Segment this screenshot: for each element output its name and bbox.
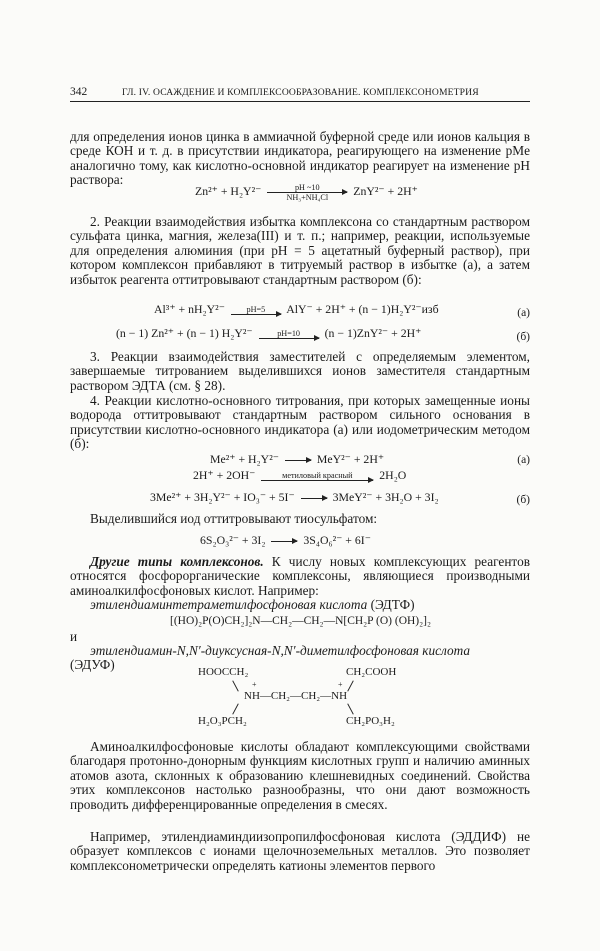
paragraph-8: Например, этилендиаминдиизопропилфосфоновая кислота (ЭДДИФ) не образует комплексов с ионами щелочноземельных металлов. Это позволяет комплексонометрически определять катионы элементов первого — [70, 829, 530, 873]
eq5-left: 6S₂O₃²⁻ + 3I₂ — [200, 533, 266, 547]
eq4c-right: 3MeY²⁻ + 3H₂O + 3I₂ — [332, 490, 439, 504]
page-number: 342 — [70, 86, 88, 98]
arrow — [271, 541, 297, 542]
eq4c-label: (б) — [516, 494, 530, 506]
struct-bottom-right: CH₂PO₃H₂ — [346, 715, 395, 727]
edtf-formula: [(HO)₂P(O)CH₂]₂N—CH₂—CH₂—N[CH₂P (O) (OH)₂]₂ — [170, 615, 431, 627]
conjunction: и — [70, 629, 78, 644]
eq5-right: 3S₄O₆²⁻ + 6I⁻ — [303, 533, 371, 547]
eq1-right: ZnY²⁻ + 2H⁺ — [353, 184, 418, 199]
arrow — [261, 471, 373, 481]
equation-zinc — [195, 183, 418, 202]
paragraph-7: Аминоалкилфосфоновые кислоты обладают комплексующими свойствами благодаря протонно-донорным функциям кислотных групп и наличию аминных атомов азота, склонных к образованию клешневидных соединений. Свойства этих комплексонов настолько разнообразны, что они дают возможность проводить дифференцированные определения в смесях. — [70, 739, 530, 812]
equation-5 — [200, 533, 371, 547]
arrow — [267, 183, 347, 202]
eq4b-right: 2H₂O — [379, 468, 407, 482]
eq2b-left: (n − 1) Zn²⁺ + (n − 1) H₂Y²⁻ — [116, 326, 253, 340]
eq4b-left: 2H⁺ + 2OH⁻ — [193, 468, 256, 482]
arrow — [259, 329, 319, 339]
struct-top-left: HOOCCH₂ — [198, 666, 249, 678]
section-lead: Другие типы комплексонов. — [90, 554, 264, 569]
arrow — [285, 460, 311, 461]
equation-2b — [116, 326, 421, 340]
plus-1: + — [252, 680, 257, 689]
eq2a-label: (а) — [517, 307, 530, 319]
paragraph-4: 4. Реакции кислотно-основного титрования, при которых замещенные ионы водорода оттитровывают стандартным раствором сильного основания в присутствии кислотно-основного индикатора (а) или иодометрическим методом (б): — [70, 393, 530, 452]
struct-bottom-left: H₂O₃PCH₂ — [198, 715, 247, 727]
eq4a-label: (а) — [517, 454, 530, 466]
arrow — [301, 498, 327, 499]
equation-4a — [210, 452, 384, 466]
equation-4b — [193, 468, 406, 482]
paragraph-intro: для определения ионов цинка в аммиачной буферной среде или ионов кальция в среде КОН и т. д. в присутствии индикатора, реагирующего на изменение pMe аналогично тому, как кислотно-основной индикатор реагирует на изменение pH раствора: — [70, 129, 530, 188]
eq4a-right: MeY²⁻ + 2H⁺ — [316, 452, 385, 466]
eq2a-right: AlY⁻ + 2H⁺ + (n − 1)H₂Y²⁻изб — [286, 302, 439, 316]
bond-bottom-right — [347, 703, 354, 714]
paragraph-6-text: К числу новых комплексующих реагентов относятся фосфорорганические комплексоны, являющиеся производными аминоалкилфосфоновых кислот. Например: — [70, 554, 530, 598]
struct-top-right: CH₂COOH — [346, 666, 397, 678]
eq2a-above: pH=5 — [246, 305, 266, 315]
eq2a-left: Al³⁺ + nH₂Y²⁻ — [154, 302, 225, 316]
edtf-name: этилендиаминтетраметилфосфоновая кислота — [90, 597, 368, 612]
equation-4c — [150, 490, 439, 504]
eq2b-label: (б) — [516, 331, 530, 343]
arrow — [231, 305, 281, 315]
paragraph-2: 2. Реакции взаимодействия избытка комплексона со стандартным раствором сульфата цинка, магния, железа(III) и т. п.; например, реакции, используемые для определения алюминия (при pH = 5 ацетатный буферный раствор), при котором комплексон прибавляют в титруемый раствор в избытке (а), а затем избыток реагента оттитровывают стандартным раствором (б): — [70, 214, 530, 287]
struct-chain: NH—CH₂—CH₂—NH — [244, 690, 348, 702]
eq4b-above: метиловый красный — [282, 471, 353, 481]
eq2b-right: (n − 1)ZnY²⁻ + 2H⁺ — [324, 326, 422, 340]
eq1-left: Zn²⁺ + H₂Y²⁻ — [195, 184, 262, 199]
paragraph-5: Выделившийся иод оттитровывают тиосульфатом: — [90, 511, 378, 526]
edtf-line — [90, 598, 530, 612]
paragraph-3: 3. Реакции взаимодействия заместителей с определяемым элементом, завершаемые титрованием выделившихся ионов заместителя стандартным раствором ЭДТА (см. § 28). — [70, 349, 530, 393]
running-head — [70, 85, 530, 102]
eduf-name — [90, 644, 530, 658]
plus-2: + — [338, 680, 343, 689]
eq1-above: pH ~10 — [294, 183, 320, 192]
eq4a-left: Me²⁺ + H₂Y²⁻ — [210, 452, 279, 466]
bond-bottom-left — [232, 703, 239, 714]
equation-2a — [154, 302, 439, 316]
paragraph-6 — [70, 555, 530, 598]
edtf-abbr: (ЭДТФ) — [370, 597, 415, 612]
eduf-name-text: этилендиамин-N,N′-диуксусная-N,N′-диметилфосфоновая кислота — [90, 643, 471, 658]
eduf-abbr: (ЭДУФ) — [70, 657, 115, 672]
eq4c-left: 3Me²⁺ + 3H₂Y²⁻ + IO₃⁻ + 5I⁻ — [150, 490, 295, 504]
eq1-below: NH₃+NH₄Cl — [286, 193, 329, 202]
chapter-title: ГЛ. IV. ОСАЖДЕНИЕ И КОМПЛЕКСООБРАЗОВАНИЕ. КОМПЛЕКСОНОМЕТРИЯ — [122, 87, 479, 98]
eq2b-above: pH=10 — [277, 329, 301, 339]
bond-top-left — [232, 680, 239, 691]
bond-top-right — [347, 680, 354, 691]
